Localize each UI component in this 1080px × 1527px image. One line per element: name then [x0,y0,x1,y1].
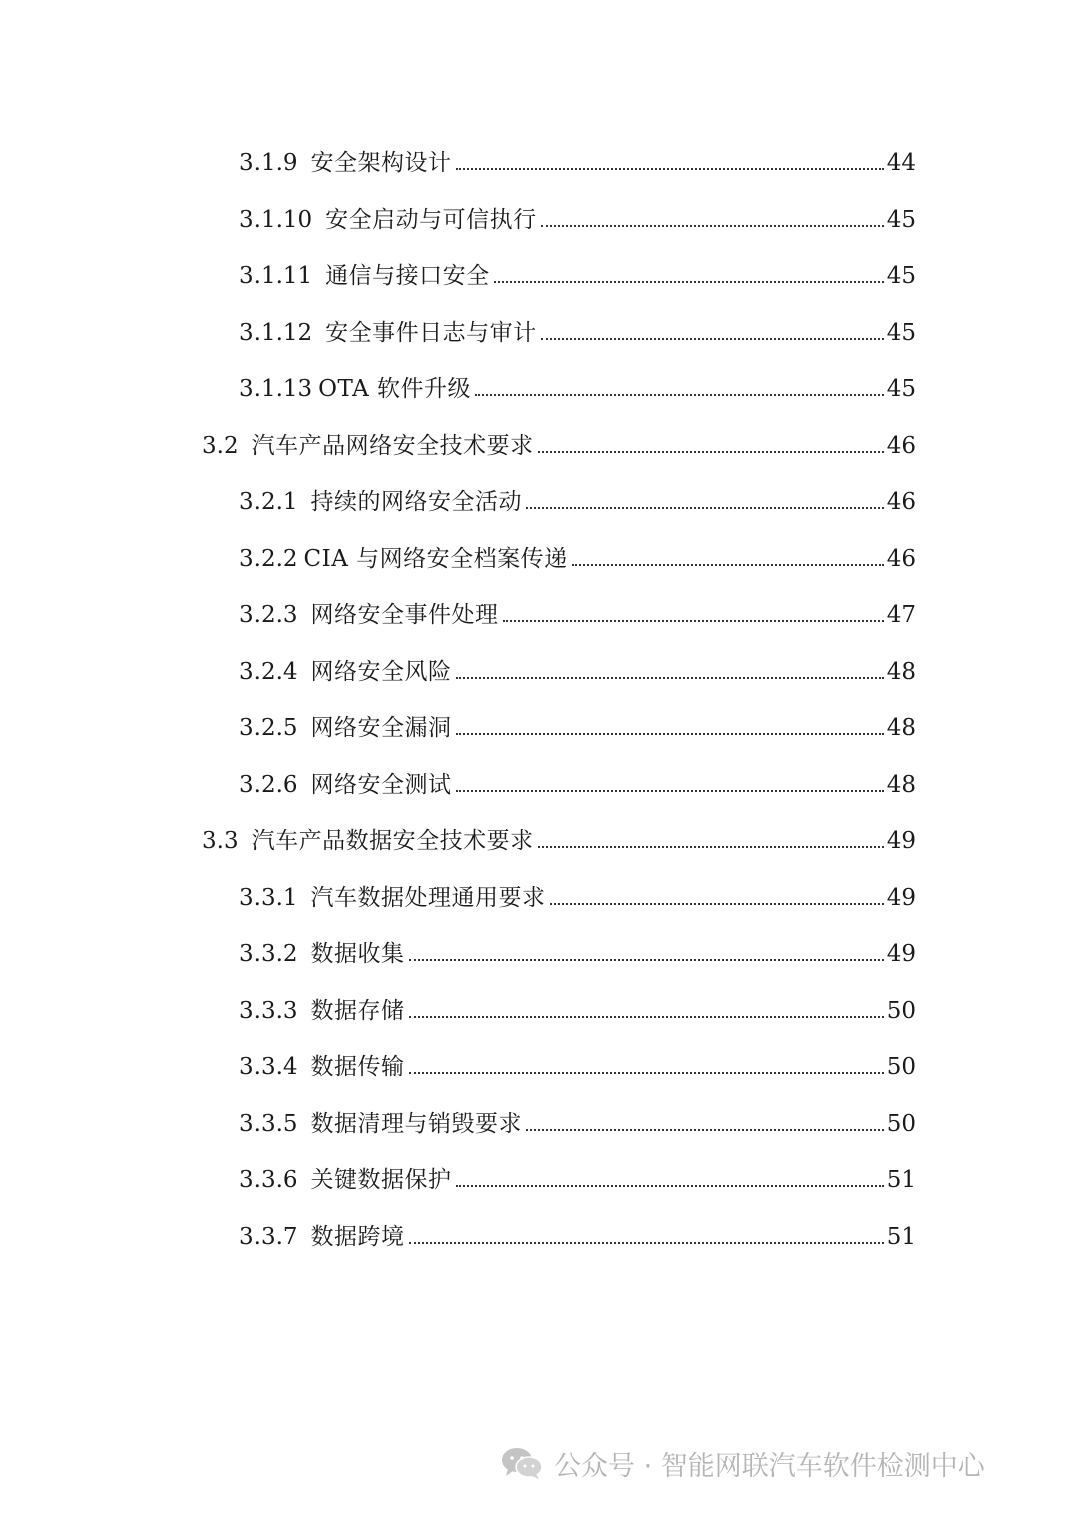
toc-entry-title: 汽车产品网络安全技术要求 [251,433,534,459]
toc-entry[interactable] [239,534,916,574]
toc-entry[interactable] [239,308,916,348]
toc-section-entry[interactable] [202,816,916,856]
toc-entry-page: 50 [886,998,916,1024]
toc-entry-page: 50 [886,1054,916,1080]
toc-entry-title: 持续的网络安全活动 [310,489,523,515]
toc-entry-title: 安全启动与可信执行 [325,207,537,233]
toc-entry-page: 46 [886,489,916,515]
watermark [500,1438,1060,1488]
toc-entry[interactable] [239,1099,916,1139]
toc-entry[interactable] [239,873,916,913]
toc-entry-page: 48 [886,772,916,798]
toc-entry-title: 安全事件日志与审计 [325,320,537,346]
toc-entry[interactable] [239,1042,916,1082]
toc-entry-number: 3.1.9 [239,150,298,176]
toc-entry-title: 网络安全漏洞 [310,715,452,741]
toc-entry-page: 45 [886,207,916,233]
toc-entry-title: 数据收集 [310,941,405,967]
watermark-text: 公众号 · 智能网联汽车软件检测中心 [554,1450,985,1482]
toc-leader-dots [526,507,884,509]
toc-leader-dots [409,1072,884,1074]
toc-entry-number: 3.3 [202,828,239,854]
toc-entry-page: 46 [886,433,916,459]
toc-entry[interactable] [239,477,916,517]
toc-leader-dots [538,846,884,848]
toc-leader-dots [409,1242,884,1244]
toc-entry-page: 49 [886,885,916,911]
toc-entry-title: 汽车产品数据安全技术要求 [251,828,534,854]
toc-entry-number: 3.1.11 [239,263,313,289]
toc-entry-title: 安全架构设计 [310,150,452,176]
toc-leader-dots [456,168,884,170]
toc-entry[interactable] [239,251,916,291]
toc-section-entry[interactable] [202,421,916,461]
toc-entry-number: 3.3.1 [239,885,298,911]
toc-entry-number: 3.3.6 [239,1167,298,1193]
toc-leader-dots [526,1129,884,1131]
toc-entry-page: 51 [886,1224,916,1250]
toc-entry-page: 50 [886,1111,916,1137]
toc-entry-page: 51 [886,1167,916,1193]
toc-entry-number: 3.2.4 [239,659,298,685]
toc-entry-title: 关键数据保护 [310,1167,452,1193]
toc-entry-title: 网络安全事件处理 [310,602,499,628]
toc-leader-dots [475,394,884,396]
toc-leader-dots [409,1016,884,1018]
toc-entry-page: 44 [886,150,916,176]
toc-leader-dots [456,790,884,792]
toc-entry-title: 数据清理与销毁要求 [310,1111,523,1137]
toc-leader-dots [409,959,884,961]
toc-leader-dots [541,225,884,227]
toc-entry-number: 3.1.12 [239,320,313,346]
toc-entry-number: 3.3.7 [239,1224,298,1250]
toc-leader-dots [456,1185,884,1187]
toc-leader-dots [572,564,884,566]
toc-entry-page: 49 [886,828,916,854]
toc-entry-number: 3.3.4 [239,1054,298,1080]
toc-entry[interactable] [239,1212,916,1252]
toc-entry-number: 3.2.3 [239,602,298,628]
toc-leader-dots [456,733,884,735]
toc-entry-page: 46 [886,546,916,572]
toc-entry-title: 网络安全风险 [310,659,452,685]
toc-entry-number: 3.2.6 [239,772,298,798]
toc-entry-number: 3.1.13 [239,376,313,402]
toc-entry-number: 3.3.2 [239,941,298,967]
toc-entry[interactable] [239,760,916,800]
toc-entry[interactable] [239,647,916,687]
toc-entry-page: 45 [886,263,916,289]
toc-entry-number: 3.2.5 [239,715,298,741]
toc-entry-title: CIA 与网络安全档案传递 [303,546,568,572]
toc-entry-title: 网络安全测试 [310,772,452,798]
toc-entry-number: 3.2.2 [239,546,298,572]
toc-entry-page: 49 [886,941,916,967]
toc-entry-number: 3.3.3 [239,998,298,1024]
toc-entry[interactable] [239,703,916,743]
toc-entry-title: 数据跨境 [310,1224,405,1250]
toc-entry-title: 汽车数据处理通用要求 [310,885,546,911]
toc-leader-dots [494,281,884,283]
toc-leader-dots [550,903,884,905]
toc-entry-number: 3.2 [202,433,239,459]
toc-entry-page: 45 [886,320,916,346]
toc-leader-dots [503,620,884,622]
toc-entry[interactable] [239,138,916,178]
toc-entry-number: 3.1.10 [239,207,313,233]
toc-entry[interactable] [239,364,916,404]
toc-entry-number: 3.3.5 [239,1111,298,1137]
toc-entry[interactable] [239,986,916,1026]
toc-entry-page: 48 [886,715,916,741]
toc-entry-page: 48 [886,659,916,685]
wechat-icon [500,1445,544,1481]
toc-entry-page: 47 [886,602,916,628]
toc-leader-dots [541,338,884,340]
toc-entry[interactable] [239,1155,916,1195]
toc-entry-page: 45 [886,376,916,402]
toc-leader-dots [456,677,884,679]
toc-entry-title: 通信与接口安全 [325,263,490,289]
toc-entry-number: 3.2.1 [239,489,298,515]
toc-entry[interactable] [239,929,916,969]
toc-entry-title: 数据存储 [310,998,405,1024]
toc-entry[interactable] [239,590,916,630]
toc-entry[interactable] [239,195,916,235]
toc-entry-title: OTA 软件升级 [318,376,472,402]
toc-leader-dots [538,451,884,453]
toc-entry-title: 数据传输 [310,1054,405,1080]
